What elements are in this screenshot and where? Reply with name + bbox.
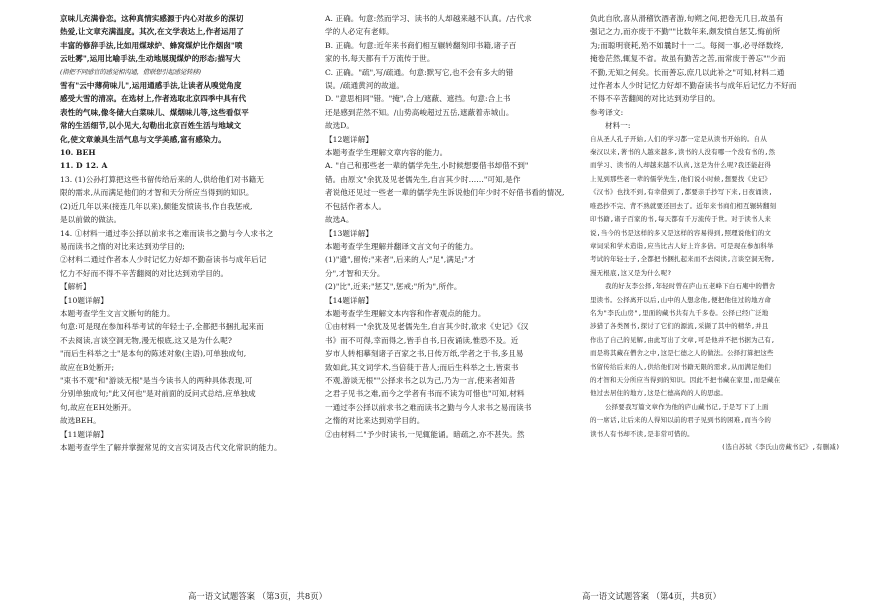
text-line: 【13题详解】: [325, 228, 373, 238]
text-line: D. "意思相同"错。"掩",合上/遮蔽、遮挡。句意:合上书: [325, 94, 511, 104]
text-line: 表性的气味,像冬储大白菜味儿、煤烟味儿等,这些看似平: [60, 107, 249, 117]
text-line: 【10题详解】: [60, 295, 108, 305]
text-line: 上见到那些老一辈的儒学先生,他们说小时候,想要找《史记》: [590, 174, 772, 183]
text-line: 限的需求,从而满足他们的才智和天分所应当得到的知识。: [60, 188, 254, 198]
text-line: 参考译文:: [590, 107, 624, 117]
text-line: 【11题详解】: [60, 429, 108, 439]
column-left: [60, 12, 304, 454]
text-line: 致如此,其文词学术,当倍蓰于昔人;而后生科举之士,皆束书: [325, 362, 519, 372]
text-line: (指把不同感官的感觉相沟通，借联想引起感觉转移): [60, 67, 201, 76]
text-line: A. "自己和那些老一辈的儒学先生,小时候想要借书却借不到": [325, 161, 529, 171]
text-line: 岁市人转相摹刻诸子百家之书,日传万纸,学者之于书,多且易: [325, 349, 524, 359]
page-footer-left: 高一语文试题答案 （第3页，共8页）: [188, 591, 327, 601]
text-line: 10. BEH: [60, 148, 96, 158]
text-line: 雪有"云中薄荷味儿",运用通感手法,让读者从嗅觉角度: [60, 81, 242, 91]
text-line: 【12题详解】: [325, 134, 373, 144]
text-line: A. 正确。句意:然而学习、读书的人却越来越不认真。/古代求: [325, 14, 532, 23]
text-line: C. 正确。"疏",写/疏通。句意:默写它,也不会有多大的错: [325, 67, 514, 77]
text-line: 说,当今的书是这样的多又是这样的容易得到,照理说他们的文: [590, 228, 772, 237]
text-line: 的才智和天分所应当得到的知识。因此不把书藏在家里,而是藏在: [590, 375, 781, 384]
text-line: 本题考查学生理解文本内容和作者观点的能力。: [325, 308, 486, 318]
text-line: 《汉书》也找不到,有幸借到了,都要亲手抄写下来,日夜诵读,: [590, 188, 773, 197]
text-line: 为;而聪明衰耗,殆不如曩时十一二。每阅一事,必寻绎数终,: [590, 40, 784, 50]
text-line: 秦汉以来,著书的人越来越多,读书的人没有哪一个没有书的,然: [590, 148, 776, 157]
text-line: 过作者本人少时记忆力好却不勤奋读书与成年后记忆力不好而: [590, 81, 797, 91]
text-line: 里读书。公择离开以后,山中的人想念他,便把他住过的地方命: [590, 295, 772, 304]
text-line: 读书人有书却不读,是非常可惜的。: [590, 429, 694, 438]
text-line: 京味儿充满眷恋。这种真情实感源于内心对故乡的深切: [60, 14, 244, 23]
text-line: 不得不辛苦翻阅的对比达到劝学目的。: [590, 94, 720, 104]
text-line: 还是感到茫然不知。/山势高峻超过五岳,遮蔽着赤城山。: [325, 107, 514, 117]
text-line: 之惰的对比来达到劝学目的。: [325, 416, 425, 426]
text-line: ①由材料一"余犹及见老儒先生,自言其少时,欲求《史记》《汉: [325, 322, 529, 332]
text-line: 掩卷茫然,辄复不省。故虽有勤苦之苦,而常废于善忘""少而: [590, 54, 786, 64]
text-line: 错。由原文"余犹及见老儒先生,自言其少时……"可知,是作: [325, 174, 521, 184]
text-line: 分别单独成句;"此又何也"是对前面的反问式总结,应单独成: [60, 389, 256, 399]
text-line: 丰富的修辞手法,比如用煤球炉、蜂窝煤炉比作烟囱"喷: [60, 40, 243, 50]
text-line: 【14题详解】: [325, 295, 373, 305]
text-line: 我的好友李公择,年轻时曾在庐山五老峰下白石庵中的僧舍: [605, 282, 776, 291]
text-line: 不包括作者本人。: [325, 201, 387, 211]
text-line: 强记之力,而亦废于不勤""比数年来,颇发愤自惩艾,悔前所: [590, 27, 781, 37]
text-line: 分",才智和天分。: [325, 268, 385, 278]
text-line: 故选D。: [325, 121, 355, 131]
text-line: 14. ①材料一通过李公择以前求书之难而读书之勤与今人求书之: [60, 228, 274, 238]
text-line: "束书不观"和"游谈无根"是当今读书人的两种具体表现,可: [60, 375, 253, 385]
text-line: 故选A。: [325, 215, 354, 225]
text-line: 名为"李氏山房",里面的藏书共有九千多卷。公择已经广泛地: [590, 308, 769, 317]
page-footer-right: 高一语文试题答案 （第4页，共8页）: [582, 591, 721, 601]
text-line: 本题考查学生文言文断句的能力。: [60, 308, 175, 318]
text-line: 常的生活细节,以小见大,勾勒出北京百姓生活与地域文: [60, 121, 242, 131]
text-line: 书》而不可得,幸而得之,皆手自书,日夜诵读,惟恐不及。近: [325, 335, 519, 345]
column-middle: [325, 12, 571, 441]
text-line: 不勤,无知之何矣。长而善忘,庶几以此补之"可知,材料二通: [590, 67, 785, 77]
text-line: 负此自欣,喜从滑稽饮酒者游,旬朔之间,把卷无几日,故虽有: [590, 14, 784, 23]
text-line: 的一席话,让后来的人得知以前的君子见到书的困难,而当今的: [590, 416, 772, 425]
text-line: 句,故应在EH处断开。: [60, 402, 136, 412]
text-line: 章词采和学术造诣,应当比古人好上许多倍。可是现在参加科举: [590, 241, 774, 250]
text-line: 感受大雪的清凉。在选材上,作者选取北京四季中具有代: [60, 94, 247, 104]
text-line: ②由材料二"予少时读书,一见辄能诵。暗疏之,亦不甚失。然: [325, 429, 525, 439]
text-line: 忆力不好而不得不辛苦翻阅的对比达到劝学目的。: [60, 268, 229, 278]
text-line: (2)近几年以来(接连几年以来),颇能发愤读书,作自我惩戒,: [60, 201, 253, 211]
text-line: 漫无根底,这又是为什么呢?: [590, 268, 672, 277]
text-line: 不观,游谈无根""公择求书之以为己,乃为一言,使来者知昔: [325, 375, 516, 385]
text-line: 之君子见书之难,而今之学者有书而不读为可惜也"可知,材料: [325, 389, 525, 399]
text-line: 印书籍,诸子百家的书,每天都有千万流传于世。对于读书人来: [590, 215, 772, 224]
text-line: 【解析】: [60, 282, 91, 292]
text-line: 本题考查学生了解并掌握常见的文言实词及古代文化常识的能力。: [60, 443, 282, 452]
text-line: 家的书,每天都有千万流传于世。: [325, 54, 435, 64]
text-line: 者说他还见过一些老一辈的儒学先生诉说他们年少时不好借书看的情况,: [325, 188, 565, 198]
text-line: 句意:可是现在参加科举考试的年轻士子,全都把书捆扎起来而: [60, 322, 264, 332]
text-line: 学的人必定有老师。: [325, 27, 394, 37]
text-line: 他过去居住的地方,这是仁德高尚的人的思虑。: [590, 389, 728, 398]
text-line: 作出了自己的见解,由此写出了文章,可是他并不把书据为己有,: [590, 335, 776, 344]
text-line: 易而读书之惰的对比来达到劝学目的;: [60, 241, 185, 251]
text-line: "而后生科举之士"是本句的陈述对象(主语),可单独成句,: [60, 349, 247, 359]
text-line: 唯恐抄不完、背不熟就要还回去了。近年来书商们相互辗转翻刻: [590, 201, 777, 210]
text-line: 材料一:: [605, 121, 631, 131]
text-line: 13. (1)公孙打算把这些书留传给后来的人,供给他们对书籍无: [60, 174, 264, 184]
text-line: 自从圣人孔子开始,人们的学习都一定是从读书开始的。自从: [590, 134, 767, 143]
text-line: (1)"遗",留传;"来者",后来的人;"足",满足;"才: [325, 255, 476, 265]
text-line: 书留传给后来的人,供给他们对书籍无限的需求,从而满足他们: [590, 362, 772, 371]
column-right: [590, 12, 840, 454]
text-line: 而学习、读书的人却越来越不认真,这是为什么呢?我还能赶得: [590, 161, 772, 170]
text-line: 本题考查学生理解并翻译文言文句子的能力。: [325, 241, 478, 251]
text-line: 云吐雾",运用比喻手法,生动地展现煤炉的形态;描写大: [60, 54, 241, 64]
text-line: 11. D 12. A: [60, 161, 108, 171]
text-line: 化,使文章兼具生活气息与文学美感,富有感染力。: [60, 134, 226, 144]
text-line: 是以前做的做法。: [60, 215, 122, 225]
text-line: 而是将其藏在僧舍之中,这是仁德之人的做法。公择打算把这些: [590, 349, 774, 358]
text-line: 本题考查学生理解文章内容的能力。: [325, 148, 448, 158]
text-line: B. 正确。句意:近年来书商们相互辗转翻刻印书籍,诸子百: [325, 40, 517, 50]
text-line: (选自苏轼《李氏山房藏书记》,有删减): [721, 443, 840, 451]
text-line: 涉猎了各类图书,探讨了它们的源流,采撷了其中的精华,并且: [590, 322, 769, 331]
text-line: 热爱,让文章充满温度。其次,在文学表达上,作者运用了: [60, 27, 244, 37]
text-line: 一通过李公择以前求书之难而读书之勤与今人求书之易而读书: [325, 402, 532, 412]
text-line: 公择要我写篇文章作为他的庐山藏书记,于是写下了上面: [605, 402, 769, 411]
text-line: (2)"比",近来;"惩艾",惩戒;"所为",所作。: [325, 282, 462, 292]
text-line: 故选BEH。: [60, 416, 101, 426]
text-line: 误。/疏通黄河的故道。: [325, 81, 405, 91]
text-line: 不去阅读,言谈空洞无物,漫无根底,这又是为什么呢?: [60, 335, 233, 345]
text-line: 故应在B处断开;: [60, 362, 115, 372]
text-line: ②材料二通过作者本人少时记忆力好却不勤奋读书与成年后记: [60, 255, 267, 265]
text-line: 考试的年轻士子,全都把书捆扎起来而不去阅读,言谈空洞无物,: [590, 255, 776, 264]
